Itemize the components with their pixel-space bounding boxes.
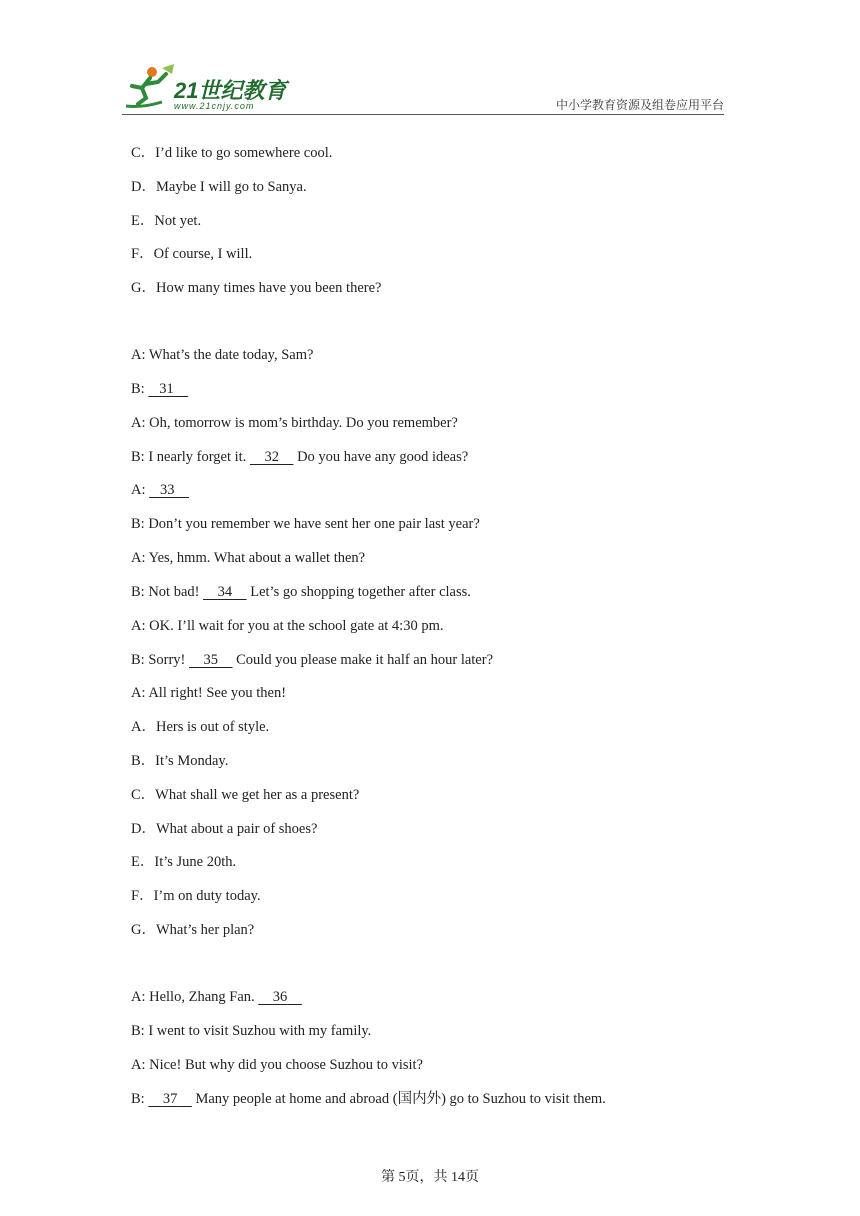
dialog-line: A: Nice! But why did you choose Suzhou to visit? <box>131 1057 423 1073</box>
page-header <box>122 64 724 116</box>
option-d: D．Maybe I will go to Sanya. <box>131 179 307 195</box>
platform-name: 中小学教育资源及组卷应用平台 <box>555 98 724 112</box>
blank-36: 36 <box>272 989 288 1005</box>
blank-31: 31 <box>159 381 174 397</box>
dialog-line: B: I went to visit Suzhou with my family. <box>131 1023 372 1039</box>
header-divider <box>122 114 724 115</box>
blank-37: 37 <box>162 1091 178 1107</box>
blank-34: 34 <box>217 584 233 600</box>
blank-32: 32 <box>264 449 279 465</box>
option-e: E．It’s June 20th. <box>131 854 237 870</box>
option-c: C．What shall we get her as a present? <box>131 787 360 803</box>
option-g: G．What’s her plan? <box>131 922 255 938</box>
dialog-line: A: All right! See you then! <box>131 685 287 701</box>
dialog-line: A: 33 <box>131 481 189 499</box>
blank-33: 33 <box>160 482 175 498</box>
dialog-line: B: Sorry! 35 Could you please make it half an hour later? <box>131 652 494 668</box>
blank-35: 35 <box>203 652 218 668</box>
option-d: D．What about a pair of shoes? <box>131 821 318 837</box>
dialog-line: A: Oh, tomorrow is mom’s birthday. Do you remember? <box>131 415 458 431</box>
dialog-line: A: What’s the date today, Sam? <box>131 347 314 363</box>
dialog-line: B: 37 Many people at home and abroad (国内外) go to Suzhou to visit them. <box>131 1091 606 1107</box>
runner-logo-icon <box>122 64 178 112</box>
dialog-line: A: Hello, Zhang Fan. 36 <box>131 988 302 1006</box>
option-f: F．I’m on duty today. <box>131 888 261 904</box>
dialog-line: B: I nearly forget it. 32 Do you have any good ideas? <box>131 449 469 465</box>
dialog-line: B: Don’t you remember we have sent her one pair last year? <box>131 516 480 532</box>
option-f: F．Of course, I will. <box>131 246 253 262</box>
dialog-line: A: OK. I’ll wait for you at the school gate at 4:30 pm. <box>131 618 444 634</box>
logo-text: 21世纪教育 <box>174 78 287 103</box>
option-c: C．I’d like to go somewhere cool. <box>131 145 333 161</box>
dialog-line: B: Not bad! 34 Let’s go shopping together after class. <box>131 584 471 600</box>
page-number: 第 5页，共 14页 <box>381 1170 479 1185</box>
option-b: B．It’s Monday. <box>131 753 229 769</box>
logo <box>122 64 292 114</box>
option-e: E．Not yet. <box>131 213 202 229</box>
option-a: A．Hers is out of style. <box>131 719 270 735</box>
option-g: G．How many times have you been there? <box>131 280 382 296</box>
logo-url: www.21cnjy.com <box>174 101 255 111</box>
dialog-line: A: Yes, hmm. What about a wallet then? <box>131 550 366 566</box>
dialog-line: B: 31 <box>131 380 188 398</box>
